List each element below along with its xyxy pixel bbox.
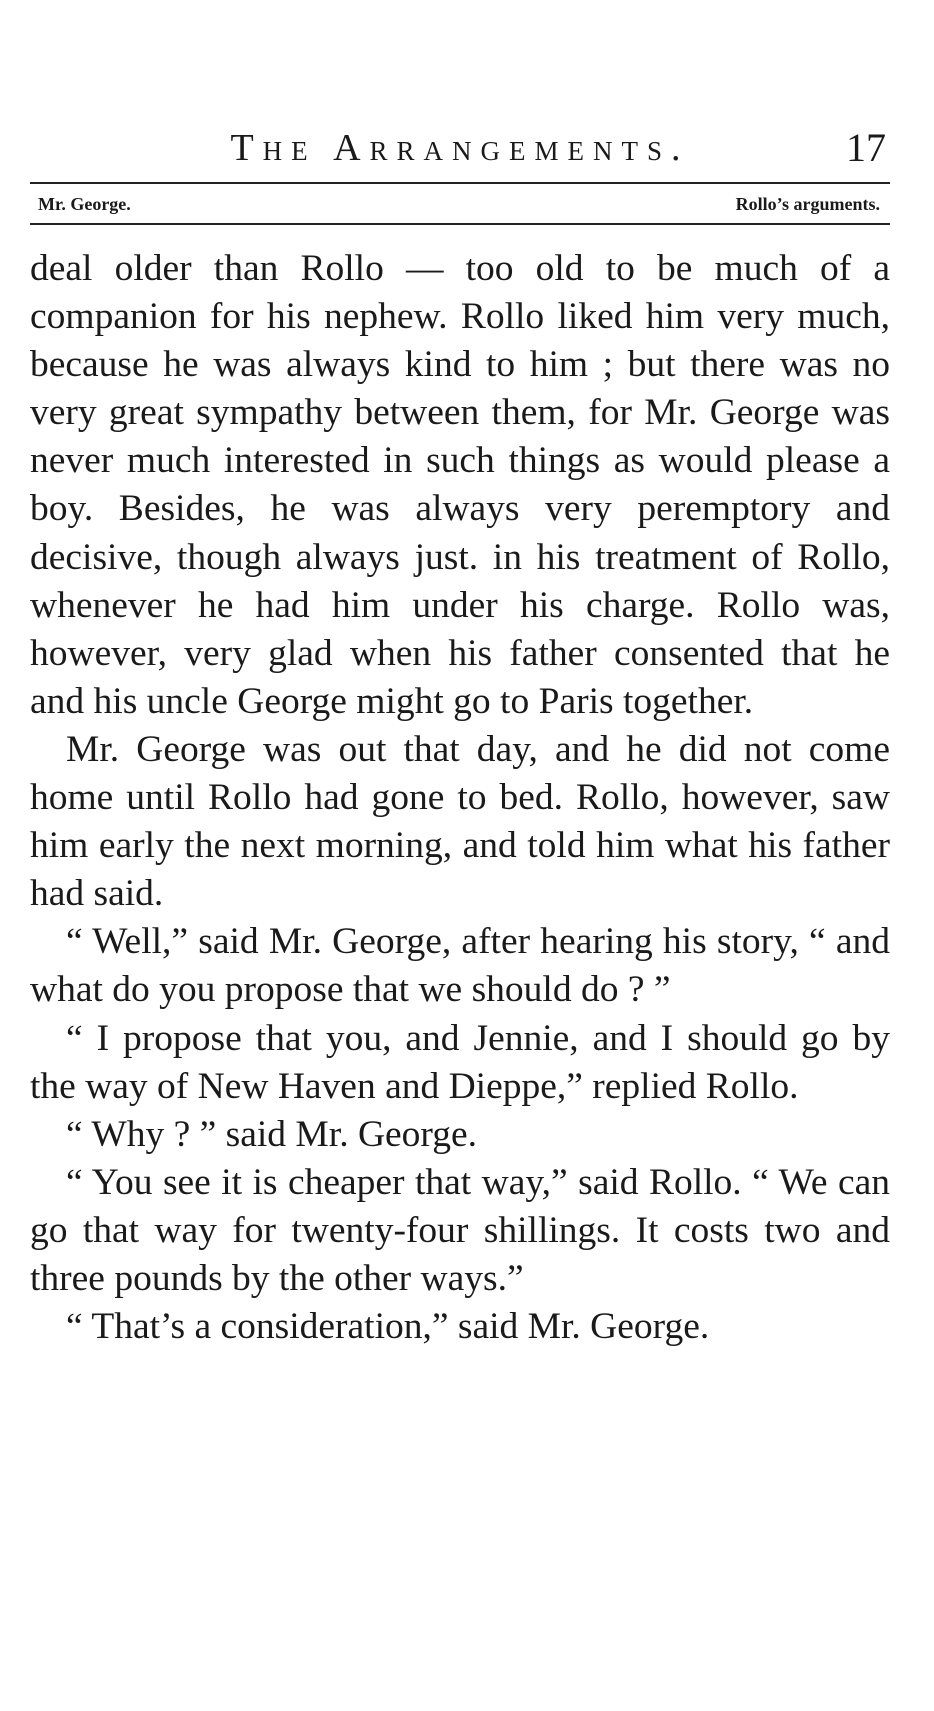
book-page <box>30 120 890 1351</box>
body-text <box>30 245 890 1351</box>
paragraph: “ Why ? ” said Mr. George. <box>66 1113 477 1155</box>
subheading-right: Rollo’s arguments. <box>735 194 880 214</box>
header-rule-bottom <box>30 223 890 225</box>
subheading-left: Mr. George. <box>38 194 131 214</box>
paragraph: “ Well,” said Mr. George, after hearing his story, “ and what do you propose that we should do ? ” <box>30 921 890 1011</box>
subheadings <box>30 184 890 223</box>
paragraph: Mr. George was out that day, and he did not come home until Rollo had gone to bed. Rollo, however, saw him early the next morning, and told him what his father had said. <box>30 728 890 915</box>
paragraph: “ You see it is cheaper that way,” said Rollo. “ We can go that way for twenty-four shillings. It costs two and three pounds by the other ways.” <box>30 1161 890 1299</box>
paragraph: “ I propose that you, and Jennie, and I should go by the way of New Haven and Dieppe,” replied Rollo. <box>30 1017 890 1107</box>
running-head <box>30 120 890 182</box>
chapter-title: The Arrangements. <box>230 127 690 169</box>
page-number: 17 <box>846 125 886 170</box>
paragraph: deal older than Rollo — too old to be much of a companion for his nephew. Rollo liked him very much, because he was always kind to him ; but there was no very great sympathy between them, for Mr. George was never much interested in such things as would please a boy. Besides, he was always very peremptory and decisive, though always just. in his treatment of Rollo, whenever he had him under his charge. Rollo was, however, very glad when his father consented that he and his uncle George might go to Paris together. <box>30 248 890 722</box>
paragraph: “ That’s a consideration,” said Mr. George. <box>66 1306 710 1348</box>
